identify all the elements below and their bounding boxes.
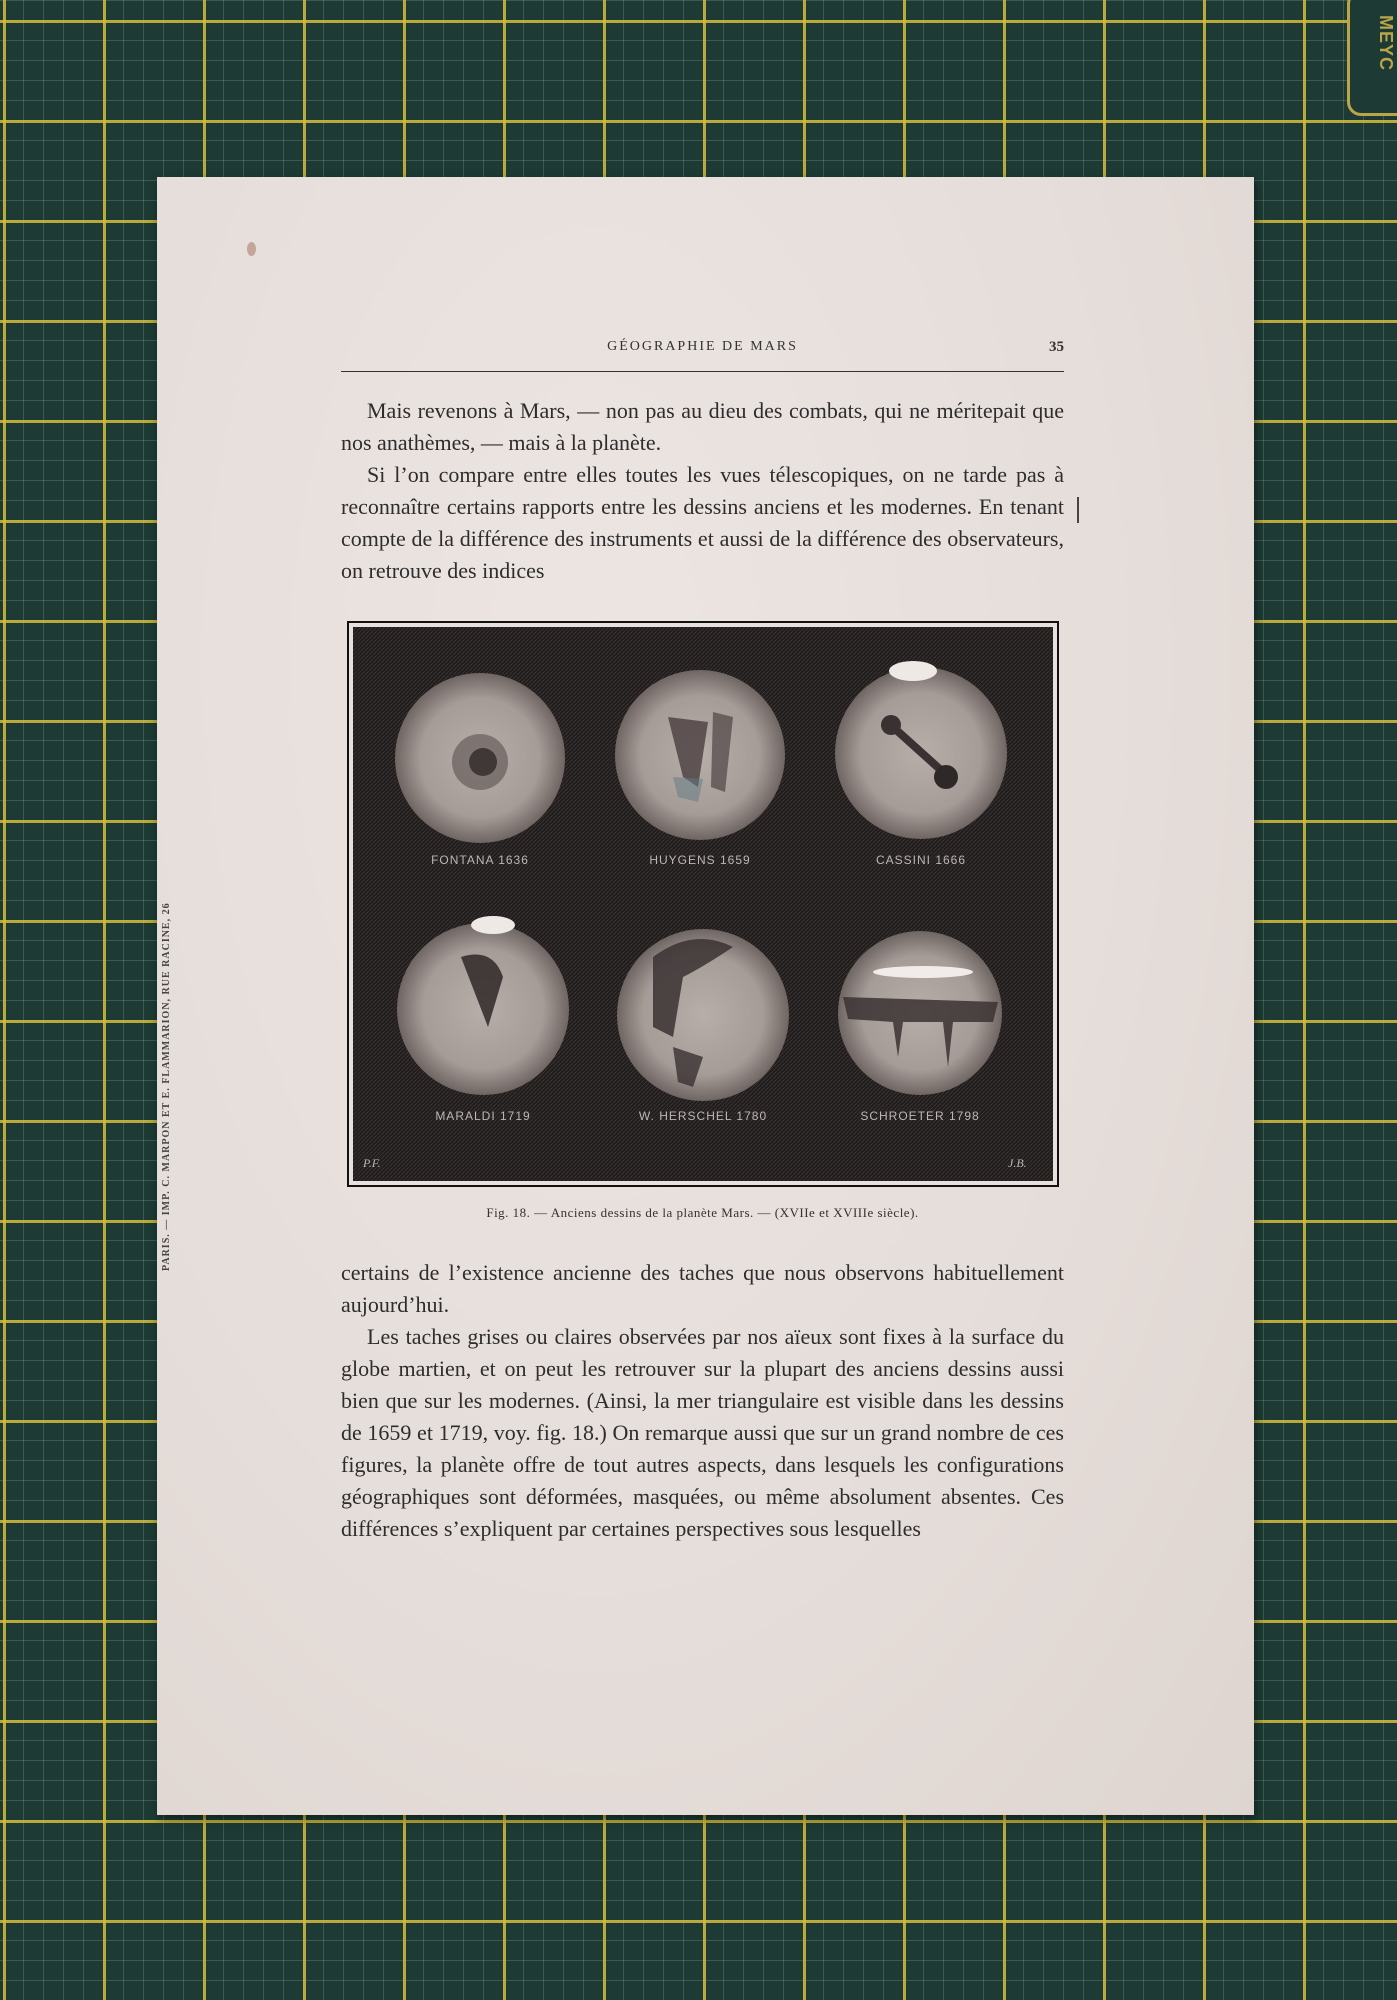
margin-mark (1077, 497, 1079, 523)
light-band (873, 966, 973, 978)
cutting-mat-brand (1347, 0, 1397, 116)
text-block-before-figure (341, 395, 1064, 587)
printer-imprint: PARIS. — IMP. C. MARPON ET E. FLAMMARION, RUE RACINE, 26 (161, 902, 172, 1272)
figure-label: CASSINI 1666 (875, 853, 967, 867)
engraver-initials: P.F. (363, 1156, 381, 1170)
artist-initials: J.B. (1008, 1156, 1027, 1170)
figure-caption: Fig. 18. — Anciens dessins de la planète Mars. — (XVIIe et XVIIIe siècle). (486, 1205, 919, 1220)
book-page (157, 177, 1254, 1815)
running-header (341, 339, 1064, 372)
figure-engraving (353, 627, 1053, 1181)
dark-spot-core (469, 748, 497, 776)
page-number: 35 (1049, 339, 1064, 355)
figure-label: HUYGENS 1659 (649, 853, 751, 867)
figure-label: FONTANA 1636 (431, 853, 529, 867)
paragraph: certains de l’existence ancienne des taches que nous observons habituellement aujourd’hui. (341, 1260, 1064, 1317)
figure-label: W. HERSCHEL 1780 (638, 1109, 768, 1123)
header-title: GÉOGRAPHIE DE MARS (607, 339, 798, 354)
polar-cap (889, 661, 937, 681)
text-block-after-figure (341, 1257, 1064, 1545)
brand-text: MEYC (1376, 15, 1396, 72)
paper-stain (247, 242, 256, 256)
paragraph: Mais revenons à Mars, — non pas au dieu des combats, qui ne méritерait que nos anathèmes, — mais à la planète. (341, 398, 1064, 455)
figure-label: MARALDI 1719 (435, 1109, 531, 1123)
figure-plate (347, 621, 1059, 1187)
figure-label: SCHROETER 1798 (860, 1109, 980, 1123)
paragraph: Les taches grises ou claires observées par nos aïeux sont fixes à la surface du globe martien, et on peut les retrouver sur la plupart des anciens dessins aussi bien que sur les modernes. (Ainsi, la mer triangulaire est visible dans les dessins de 1659 et 1719, voy. fig. 18.) On remarque aussi que sur un grand nombre de ces figures, la planète offre de tout autres aspects, dans lesquels les configurations géographiques sont déformées, masquées, ou même absolument absentes. Ces différences s’expliquent par certaines perspectives sous lesquelles (341, 1324, 1064, 1541)
paragraph: Si l’on compare entre elles toutes les vues télescopiques, on ne tarde pas à reconnaître certains rapports entre les dessins anciens et les modernes. En tenant compte de la différence des instruments et aussi de la différence des observateurs, on retrouve des indices (341, 462, 1064, 583)
dumbbell-end (934, 765, 958, 789)
polar-cap (471, 916, 515, 934)
dumbbell-end (881, 715, 901, 735)
